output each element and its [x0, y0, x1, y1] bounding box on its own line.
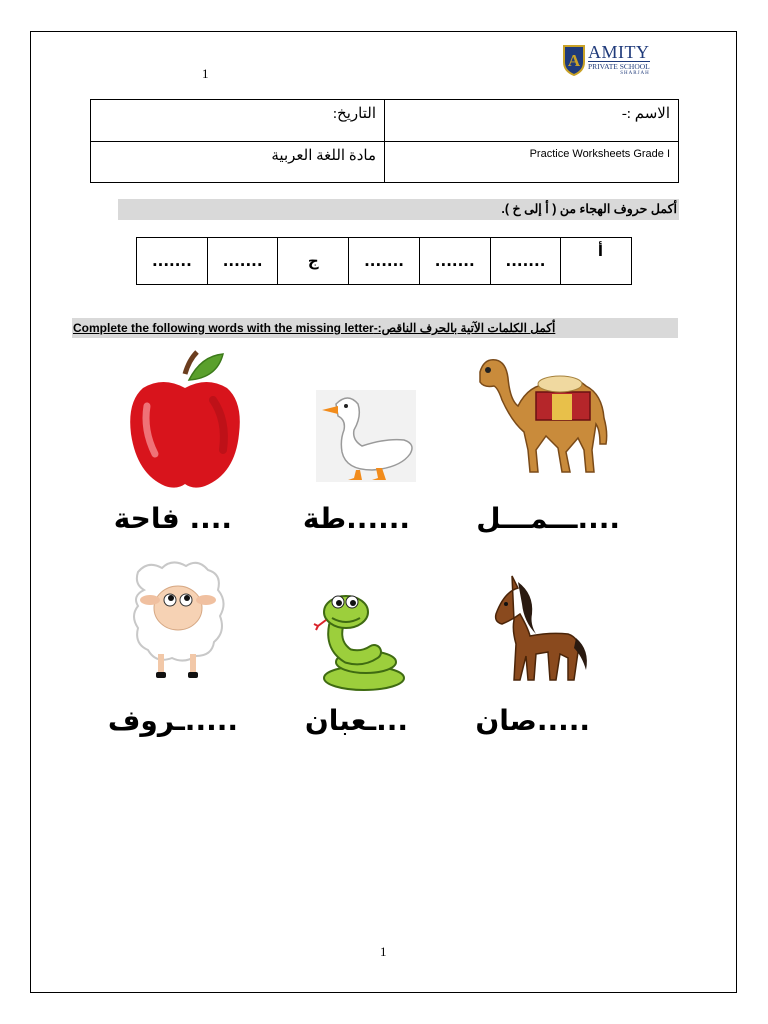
- course-cell: [385, 141, 679, 183]
- words-instruction: [72, 318, 678, 338]
- alphabet-blank[interactable]: .......: [137, 238, 208, 285]
- instruction-arabic: أكمل الكلمات الآتية بالحرف الناقص:-: [373, 321, 556, 335]
- alphabet-table: [136, 237, 632, 285]
- school-logo: [562, 43, 662, 79]
- snake-word: ...ـعبان: [304, 704, 408, 737]
- duck-picture: [316, 390, 416, 482]
- camel-picture: [470, 352, 616, 482]
- course-label: Practice Worksheets Grade I: [529, 147, 670, 160]
- apple-word: .... فاحة: [113, 502, 232, 535]
- sheep-picture: [128, 560, 228, 682]
- horse-word: .....صان: [475, 704, 590, 737]
- name-label: الاسم :-: [621, 106, 670, 122]
- date-label: التاريخ:: [332, 106, 376, 122]
- logo-subtitle: PRIVATE SCHOOL: [588, 62, 650, 71]
- camel-word: ....ـــمـــل: [476, 502, 620, 535]
- shield-icon: [562, 44, 586, 76]
- instruction-english: Complete the following words with the missing letter: [73, 321, 374, 335]
- sheep-word: .....ـروف: [107, 704, 238, 737]
- page-number-top: 1: [202, 66, 209, 81]
- alphabet-cell: أ: [561, 238, 632, 285]
- alphabet-blank[interactable]: .......: [490, 238, 561, 285]
- subject-label: مادة اللغة العربية: [271, 147, 376, 164]
- info-table: [90, 99, 679, 183]
- duck-word: ......طة: [302, 502, 410, 535]
- alphabet-heading: أكمل حروف الهجاء من ( أ إلى خ ).: [118, 199, 679, 220]
- alphabet-blank[interactable]: .......: [207, 238, 278, 285]
- logo-city: SHARJAH: [620, 71, 650, 76]
- logo-name: AMITY: [588, 42, 650, 62]
- name-field[interactable]: [385, 100, 679, 142]
- alphabet-blank[interactable]: .......: [349, 238, 420, 285]
- subject-cell: [91, 141, 385, 183]
- snake-picture: [312, 586, 408, 694]
- alphabet-cell: ج: [278, 238, 349, 285]
- date-field[interactable]: [91, 100, 385, 142]
- horse-picture: [490, 574, 590, 686]
- apple-picture: [127, 350, 243, 492]
- page-number-bottom: 1: [380, 944, 387, 959]
- svg-text:A: A: [567, 51, 581, 70]
- alphabet-blank[interactable]: .......: [419, 238, 490, 285]
